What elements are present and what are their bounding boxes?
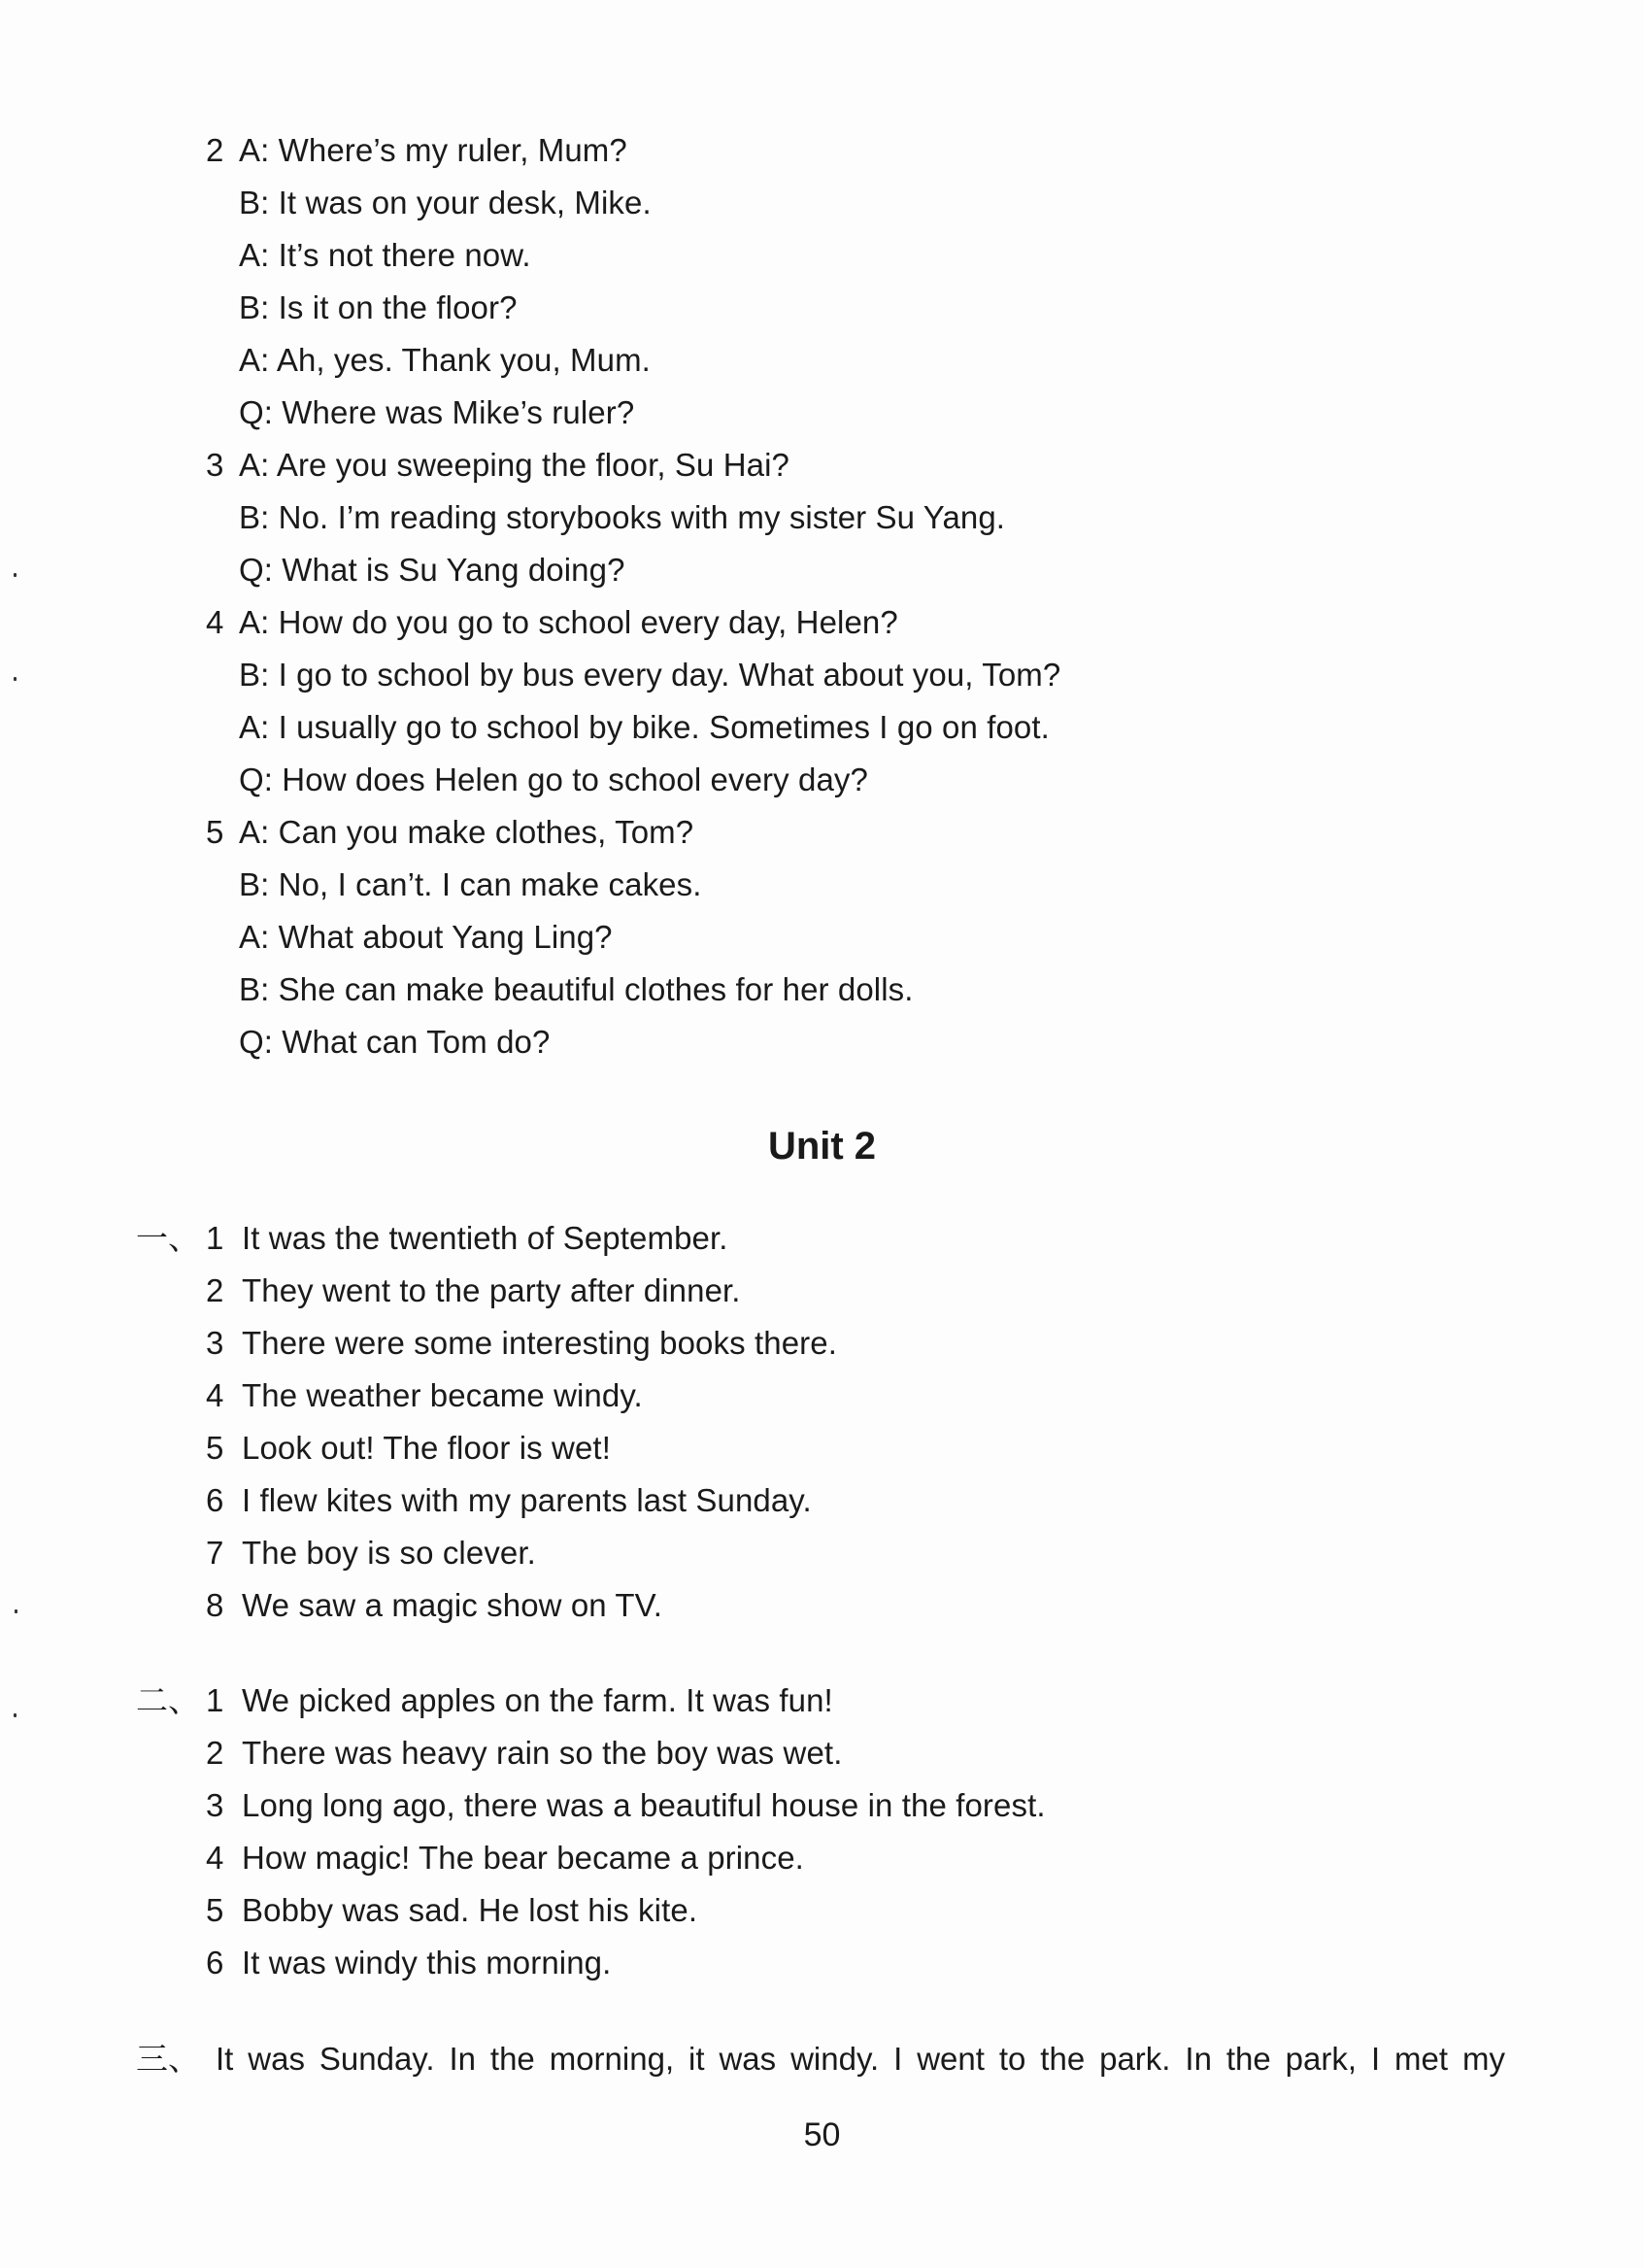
- dialogue-line: A: I usually go to school by bike. Sometimes I go on foot.: [239, 709, 1050, 745]
- item-number: 3: [206, 1325, 224, 1361]
- item-number: 3: [206, 1787, 224, 1823]
- answer-sentence: They went to the party after dinner.: [242, 1272, 741, 1308]
- item-number: 4: [206, 1840, 224, 1876]
- margin-mark: [15, 1609, 17, 1613]
- item-number: 5: [206, 1430, 224, 1466]
- margin-mark: [14, 573, 17, 577]
- item-number: 8: [206, 1587, 224, 1623]
- dialogue-line: A: Can you make clothes, Tom?: [239, 814, 694, 850]
- item-number: 1: [206, 1682, 224, 1718]
- answer-sentence: It was windy this morning.: [242, 1945, 612, 1980]
- dialogue-line: A: Are you sweeping the floor, Su Hai?: [239, 447, 789, 483]
- item-number: 6: [206, 1945, 224, 1980]
- item-number: 2: [206, 1735, 224, 1771]
- item-number: 4: [206, 1377, 224, 1413]
- dialogue-line: B: Is it on the floor?: [239, 289, 518, 325]
- answer-sentence: The boy is so clever.: [242, 1535, 536, 1571]
- answer-sentence: I flew kites with my parents last Sunday.: [242, 1482, 812, 1518]
- answer-sentence: There was heavy rain so the boy was wet.: [242, 1735, 843, 1771]
- dialogue-line: B: No, I can’t. I can make cakes.: [239, 866, 702, 902]
- dialogue-line: B: It was on your desk, Mike.: [239, 185, 652, 220]
- unit-heading: Unit 2: [767, 1125, 877, 1168]
- page-number: 50: [803, 2116, 841, 2153]
- dialogue-line: B: She can make beautiful clothes for her dolls.: [239, 971, 914, 1007]
- section-marker-2: 二、: [136, 1681, 200, 1719]
- item-number: 2: [206, 1272, 224, 1308]
- dialogue-number: 5: [206, 814, 224, 850]
- dialogue-number: 4: [206, 604, 224, 640]
- answer-sentence: Bobby was sad. He lost his kite.: [242, 1892, 698, 1928]
- passage-text: It was Sunday. In the morning, it was windy. I went to the park. In the park, I met my: [216, 2041, 1505, 2077]
- margin-mark: [14, 1713, 17, 1717]
- answer-sentence: How magic! The bear became a prince.: [242, 1840, 804, 1876]
- dialogue-line: A: Ah, yes. Thank you, Mum.: [239, 342, 651, 378]
- dialogue-question: Q: What can Tom do?: [239, 1024, 551, 1060]
- dialogue-question: Q: What is Su Yang doing?: [239, 552, 625, 588]
- dialogue-question: Q: Where was Mike’s ruler?: [239, 394, 635, 430]
- answer-sentence: We picked apples on the farm. It was fun!: [242, 1682, 833, 1718]
- margin-mark: [14, 677, 17, 681]
- item-number: 1: [206, 1220, 224, 1256]
- dialogue-number: 3: [206, 447, 224, 483]
- dialogue-number: 2: [206, 132, 224, 168]
- dialogue-line: A: How do you go to school every day, Helen?: [239, 604, 898, 640]
- answer-sentence: It was the twentieth of September.: [242, 1220, 728, 1256]
- answer-sentence: We saw a magic show on TV.: [242, 1587, 663, 1623]
- dialogue-question: Q: How does Helen go to school every day?: [239, 762, 868, 797]
- section-marker-3: 三、: [136, 2040, 200, 2078]
- dialogue-line: A: What about Yang Ling?: [239, 919, 613, 955]
- dialogue-line: B: No. I’m reading storybooks with my sister Su Yang.: [239, 499, 1006, 535]
- answer-sentence: The weather became windy.: [242, 1377, 643, 1413]
- answer-sentence: Look out! The floor is wet!: [242, 1430, 611, 1466]
- dialogue-line: A: It’s not there now.: [239, 237, 531, 273]
- answer-sentence: Long long ago, there was a beautiful house in the forest.: [242, 1787, 1046, 1823]
- item-number: 7: [206, 1535, 224, 1571]
- section-marker-1: 一、: [136, 1219, 200, 1257]
- item-number: 6: [206, 1482, 224, 1518]
- answer-sentence: There were some interesting books there.: [242, 1325, 837, 1361]
- dialogue-line: B: I go to school by bus every day. What about you, Tom?: [239, 657, 1061, 693]
- item-number: 5: [206, 1892, 224, 1928]
- dialogue-line: A: Where’s my ruler, Mum?: [239, 132, 627, 168]
